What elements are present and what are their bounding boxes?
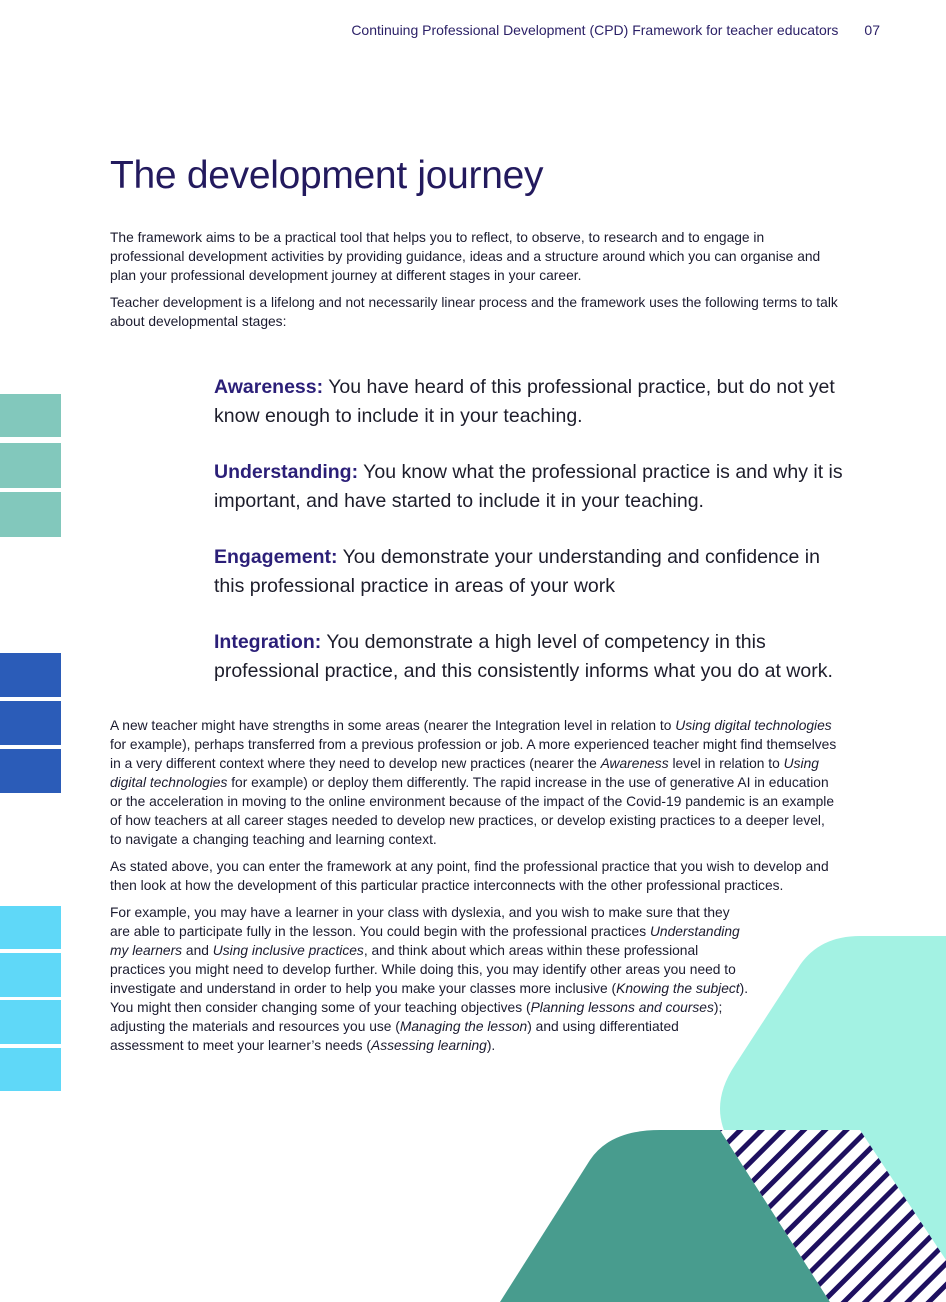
page-title: The development journey: [110, 154, 544, 197]
practice-reference: Knowing the subject: [616, 981, 740, 996]
page-number: 07: [864, 22, 880, 38]
text-run: For example, you may have a learner in your class with dyslexia, and you wish to make sure that they are able to participate fully in the lesson. You could begin with the professional practices: [110, 905, 730, 939]
text-run: level in relation to: [668, 756, 784, 771]
practice-reference: Assessing learning: [371, 1038, 487, 1053]
practice-reference: Managing the lesson: [399, 1019, 528, 1034]
practice-reference: Using digital technologies: [675, 718, 832, 733]
text-run: , and think about which areas within these professional practices you might need to develop further. While doing this, you may identify other areas you need to investigate and understand in order to help you make your classes more inclusive (: [110, 943, 736, 996]
text-run: ); adjusting the materials and resources you use (: [110, 1000, 723, 1034]
stage-description: You demonstrate your understanding and confidence in this professional practice in areas of your work: [214, 546, 820, 597]
stage-description: You demonstrate a high level of competency in this professional practice, and this consistently informs what you do at work.: [214, 631, 833, 682]
practice-reference: Using inclusive practices: [212, 943, 364, 958]
stage-term: Integration:: [214, 631, 322, 653]
intro-paragraph: Teacher development is a lifelong and not necessarily linear process and the framework uses the following terms to talk about developmental stages:: [110, 295, 838, 329]
text-run: for example) or deploy them differently. The rapid increase in the use of generative AI in education or the acceleration in moving to the online environment because of the impact of the Covid-19 pandemic is an example of how teachers at all career stages needed to develop new practices, or develop existing practices to a deeper level, to navigate a changing teaching and learning context.: [110, 775, 834, 847]
practice-reference: Planning lessons and courses: [530, 1000, 714, 1015]
text-run: and: [182, 943, 213, 958]
practice-reference: Using digital technologies: [110, 756, 819, 790]
stage-term: Engagement:: [214, 546, 338, 568]
stage-term: Understanding:: [214, 461, 359, 483]
practice-reference: Understanding my learners: [110, 924, 740, 958]
text-run: for example), perhaps transferred from a previous profession or job. A more experienced teacher might find themselves in a very different context where they need to develop new practices (nearer the: [110, 737, 837, 771]
stage-reference: Awareness: [600, 756, 669, 771]
body-paragraph: As stated above, you can enter the framework at any point, find the professional practice that you wish to develop and then look at how the development of this particular practice interconnects with the other professional practices.: [110, 859, 829, 893]
header-title: Continuing Professional Development (CPD) Framework for teacher educators: [351, 22, 839, 38]
text-run: ). You might then consider changing some of your teaching objectives (: [110, 981, 749, 1015]
stage-description: You have heard of this professional practice, but do not yet know enough to include it in your teaching.: [214, 376, 835, 427]
stage-term: Awareness:: [214, 376, 324, 398]
stage-description: You know what the professional practice is and why it is important, and have started to include it in your teaching.: [214, 461, 843, 512]
text-run: ).: [486, 1038, 496, 1053]
intro-paragraph: The framework aims to be a practical tool that helps you to reflect, to observe, to research and to engage in professional development activities by providing guidance, ideas and a structure around which you can organise and plan your professional development journey at different stages in your career.: [110, 230, 821, 283]
text-run: ) and using differentiated assessment to meet your learner’s needs (: [110, 1019, 679, 1053]
text-run: A new teacher might have strengths in some areas (nearer the Integration level in relation to: [110, 718, 676, 733]
